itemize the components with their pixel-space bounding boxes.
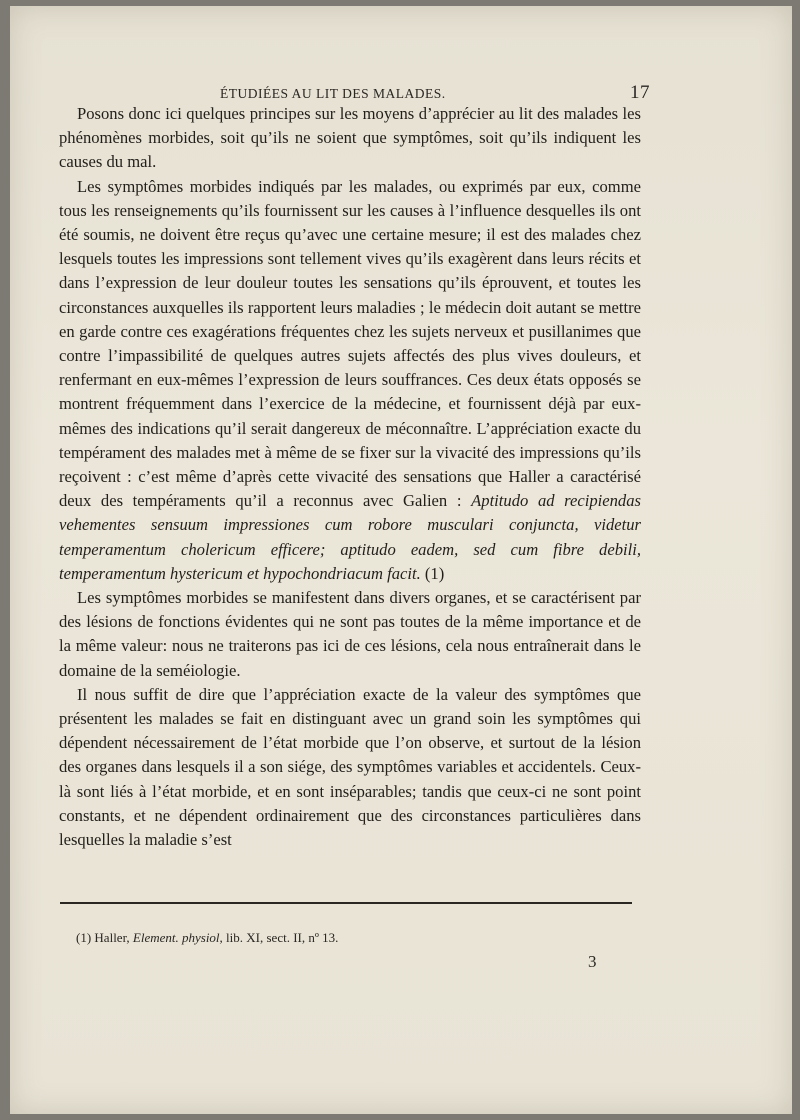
- footnote-locus: lib. XI, sect. II, nº 13.: [226, 930, 339, 945]
- footnote-author: Haller,: [94, 930, 130, 945]
- paragraph-1: Posons donc ici quelques principes sur les moyens d’apprécier au lit des malades les phénomènes morbides, soit qu’ils ne soient que symptômes, soit qu’ils indiquent les causes du mal.: [59, 104, 641, 172]
- paragraph-3: Les symptômes morbides se manifestent dans divers organes, et se caractérisent par des lésions de fonctions évidentes qui ne sont pas toutes de la même importance et de la même valeur: nous ne traiterons pas ici de ces lésions, cela nous entraînerait dans le domaine de la seméiologie.: [59, 588, 641, 680]
- signature-mark: 3: [588, 952, 597, 971]
- running-title: ÉTUDIÉES AU LIT DES MALADES.: [220, 86, 446, 101]
- footnote-reference: (1): [424, 563, 445, 583]
- footnote-mark: (1): [76, 930, 92, 945]
- latin-quotation: Aptitudo ad recipiendas vehementes sensuum impressiones cum robore musculari conjuncta, videtur temperamentum cholericum efficere; aptitudo eadem, sed cum fibre debili, temperamentum hystericum et hypochondriacum facit.: [59, 491, 641, 583]
- paragraph-2: [59, 175, 641, 586]
- paragraph-2-text: Les symptômes morbides indiqués par les malades, ou exprimés par eux, comme tous les renseignements qu’ils fournissent sur les causes à l’influence desquelles ils ont été soumis, ne doivent être reçus qu’avec une certaine mesure; il est des malades chez lesquels toutes les impressions sont tellement vives qu’ils exagèrent dans leurs récits et dans l’expression de leur douleur toutes les sensations qu’ils éprouvent, et toutes les circonstances auxquelles ils rapportent leurs maladies ; le médecin doit autant se mettre en garde contre ces exagérations fréquentes chez les sujets nerveux et pusillanimes que contre l’impassibilité de quelques autres sujets affectés des plus vives douleurs, et renfermant en eux-mêmes l’expression de leurs souffrances. Ces deux états opposés se montrent fréquemment dans l’exercice de la médecine, et fournissent déjà par eux-mêmes des indications qu’il serait dangereux de méconnaître. L’appréciation exacte du tempérament des malades met à même de se fixer sur la vivacité des impressions qu’ils reçoivent : c’est même d’après cette vivacité des sensations que Haller a caractérisé deux des tempéraments qu’il a reconnus avec Galien :: [59, 176, 641, 511]
- footnote-work: Element. physiol,: [132, 930, 223, 945]
- main-text: [59, 102, 641, 852]
- footnote-rule: [60, 902, 632, 904]
- page-number: 17: [630, 82, 650, 103]
- paragraph-4: Il nous suffit de dire que l’appréciation exacte de la valeur des symptômes que présentent les malades se fait en distinguant avec un grand soin les symptômes qui dépendent nécessairement de l’état morbide que l’on observe, et surtout de la lésion des organes dans lesquels il a son siége, des symptômes variables et accidentels. Ceux-là sont liés à l’état morbide, et en sont inséparables; tandis que ceux-ci ne sont point constants, et ne dépendent ordinairement que des circonstances particulières dans lesquelles la maladie s’est: [59, 684, 641, 850]
- footnote: [76, 930, 636, 946]
